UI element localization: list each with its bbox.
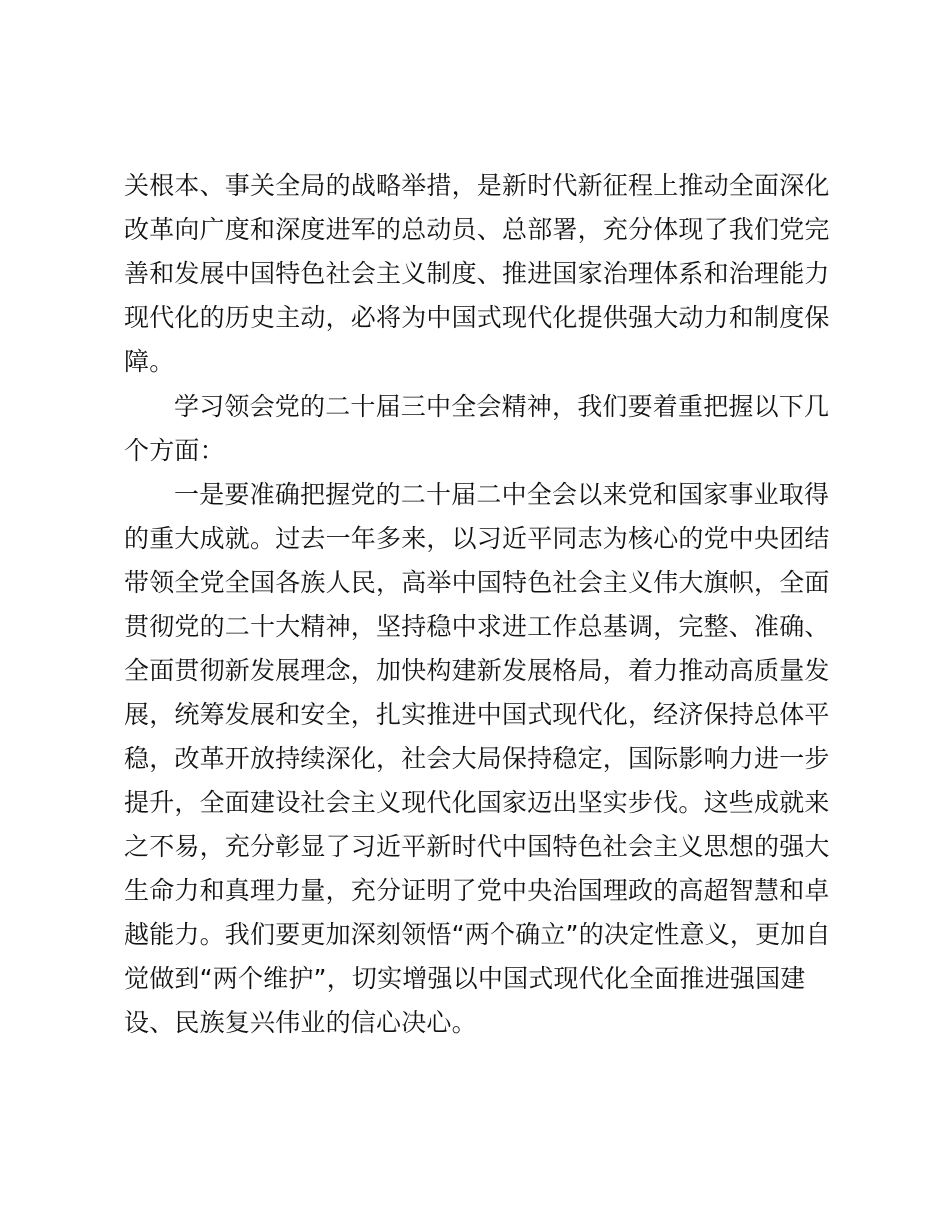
text-line: 贯彻党的二十大精神，坚持稳中求进工作总基调，完整、准确、 <box>124 612 830 641</box>
text-line: 带领全党全国各族人民，高举中国特色社会主义伟大旗帜，全面 <box>124 568 830 597</box>
text-line: 越能力。我们要更加深刻领悟“两个确立”的决定性意义，更加自 <box>124 920 831 949</box>
text-line: 稳，改革开放持续深化，社会大局保持稳定，国际影响力进一步 <box>124 744 830 773</box>
text-line: 改革向广度和深度进军的总动员、总部署，充分体现了我们党完 <box>124 215 830 244</box>
paragraph-start-line: 一是要准确把握党的二十届二中全会以来党和国家事业取得 <box>174 480 830 509</box>
text-line: 障。 <box>124 347 175 376</box>
text-line: 的重大成就。过去一年多来，以习近平同志为核心的党中央团结 <box>124 524 830 553</box>
text-line: 生命力和真理力量，充分证明了党中央治国理政的高超智慧和卓 <box>124 876 830 905</box>
text-line: 关根本、事关全局的战略举措，是新时代新征程上推动全面深化 <box>124 171 830 200</box>
text-line: 善和发展中国特色社会主义制度、推进国家治理体系和治理能力 <box>124 259 830 288</box>
text-line: 现代化的历史主动，必将为中国式现代化提供强大动力和制度保 <box>124 303 830 332</box>
text-line: 提升，全面建设社会主义现代化国家迈出坚实步伐。这些成就来 <box>124 788 830 817</box>
paragraph-start-line: 学习领会党的二十届三中全会精神，我们要着重把握以下几 <box>174 392 830 421</box>
text-line: 之不易，充分彰显了习近平新时代中国特色社会主义思想的强大 <box>124 832 830 861</box>
text-line: 设、民族复兴伟业的信心决心。 <box>124 1008 477 1037</box>
text-line: 展，统筹发展和安全，扎实推进中国式现代化，经济保持总体平 <box>124 700 830 729</box>
text-line: 个方面： <box>124 436 225 465</box>
text-line: 全面贯彻新发展理念，加快构建新发展格局，着力推动高质量发 <box>124 656 830 685</box>
text-line: 觉做到“两个维护”，切实增强以中国式现代化全面推进强国建 <box>124 964 806 993</box>
